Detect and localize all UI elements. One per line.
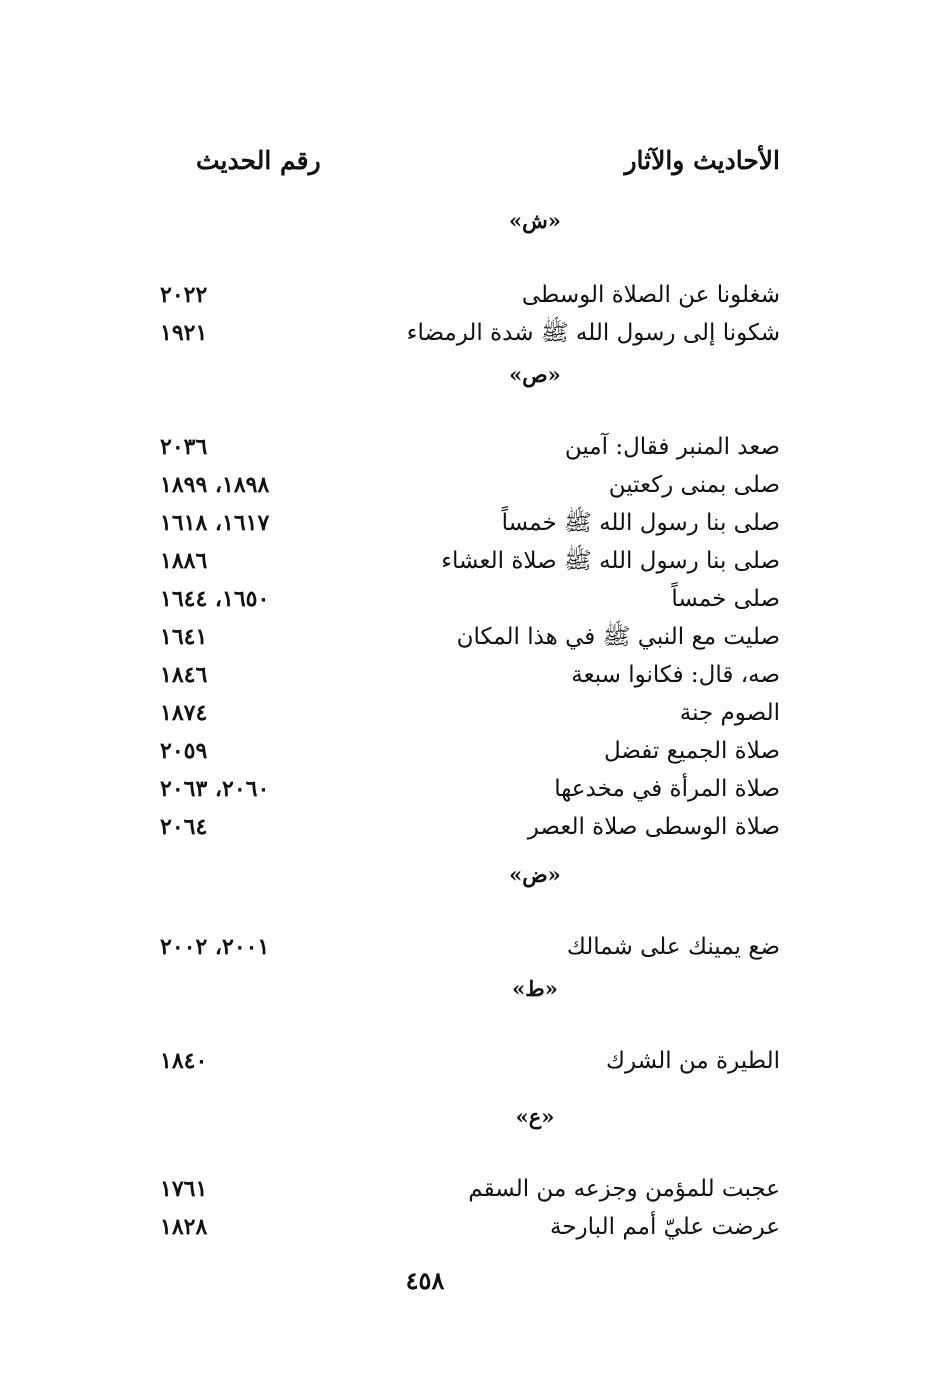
entry-numbers: ١٨٩٨، ١٨٩٩ xyxy=(160,472,270,498)
index-entry xyxy=(160,314,780,352)
index-entry xyxy=(160,1208,780,1246)
entry-numbers: ٢٠٥٩ xyxy=(160,738,208,764)
index-entry xyxy=(160,694,780,732)
entry-text: صعد المنبر فقال: آمين xyxy=(564,434,780,460)
index-entry xyxy=(160,580,780,618)
index-entry xyxy=(160,1042,780,1080)
entry-text: صلى بنا رسول الله ﷺ صلاة العشاء xyxy=(441,548,780,574)
index-entry xyxy=(160,542,780,580)
page-number: ٤٥٨ xyxy=(405,1266,445,1295)
entry-text: صلاة الوسطى صلاة العصر xyxy=(527,814,780,840)
entry-text: صلاة المرأة في مخدعها xyxy=(554,776,780,802)
entry-text: صلى بمنى ركعتين xyxy=(608,472,780,498)
index-entry xyxy=(160,1170,780,1208)
entry-text: شغلونا عن الصلاة الوسطى xyxy=(521,282,780,308)
index-entry xyxy=(160,466,780,504)
section-letter: «ض» xyxy=(509,862,561,887)
index-entry xyxy=(160,276,780,314)
entry-numbers: ١٨٧٤ xyxy=(160,700,208,726)
entry-numbers: ١٨٤٦ xyxy=(160,662,208,688)
column-header-number: رقم الحديث xyxy=(196,146,321,175)
index-entry xyxy=(160,618,780,656)
entry-text: صلى بنا رسول الله ﷺ خمساً xyxy=(501,510,780,536)
section-letter: «ع» xyxy=(515,1104,555,1129)
entry-numbers: ١٧٦١ xyxy=(160,1176,208,1202)
entry-text: الطيرة من الشرك xyxy=(606,1048,780,1074)
entry-numbers: ١٩٢١ xyxy=(160,320,208,346)
entry-text: صلى خمساً xyxy=(671,586,780,612)
entry-numbers: ١٦١٧، ١٦١٨ xyxy=(160,510,270,536)
entry-numbers: ٢٠٢٢ xyxy=(160,282,208,308)
index-entry xyxy=(160,428,780,466)
entry-text: شكونا إلى رسول الله ﷺ شدة الرمضاء xyxy=(406,320,780,346)
column-header-title: الأحاديث والآثار xyxy=(624,146,780,175)
entry-numbers: ٢٠٦٠، ٢٠٦٣ xyxy=(160,776,270,802)
index-entry xyxy=(160,504,780,542)
index-entry xyxy=(160,732,780,770)
entry-numbers: ١٦٥٠، ١٦٤٤ xyxy=(160,586,270,612)
entry-text: الصوم جنة xyxy=(679,700,780,726)
entry-text: صه، قال: فكانوا سبعة xyxy=(571,662,780,688)
index-entry xyxy=(160,808,780,846)
entry-numbers: ١٨٨٦ xyxy=(160,548,208,574)
entry-text: صلاة الجميع تفضل xyxy=(603,738,780,764)
entry-text: صليت مع النبي ﷺ في هذا المكان xyxy=(456,624,780,650)
entry-numbers: ١٨٤٠ xyxy=(160,1048,208,1074)
section-letter: «ط» xyxy=(512,976,558,1001)
index-entry xyxy=(160,770,780,808)
entry-numbers: ١٦٤١ xyxy=(160,624,208,650)
entry-text: عرضت عليّ أمم البارحة xyxy=(550,1214,780,1240)
entry-numbers: ٢٠٣٦ xyxy=(160,434,208,460)
section-letter: «ش» xyxy=(509,208,561,233)
entry-numbers: ١٨٢٨ xyxy=(160,1214,208,1240)
entry-text: ضع يمينك على شمالك xyxy=(566,934,780,960)
index-entry xyxy=(160,928,780,966)
entry-text: عجبت للمؤمن وجزعه من السقم xyxy=(468,1176,780,1202)
index-entry xyxy=(160,656,780,694)
entry-numbers: ٢٠٠١، ٢٠٠٢ xyxy=(160,934,270,960)
entry-numbers: ٢٠٦٤ xyxy=(160,814,208,840)
section-letter: «ص» xyxy=(509,362,561,387)
